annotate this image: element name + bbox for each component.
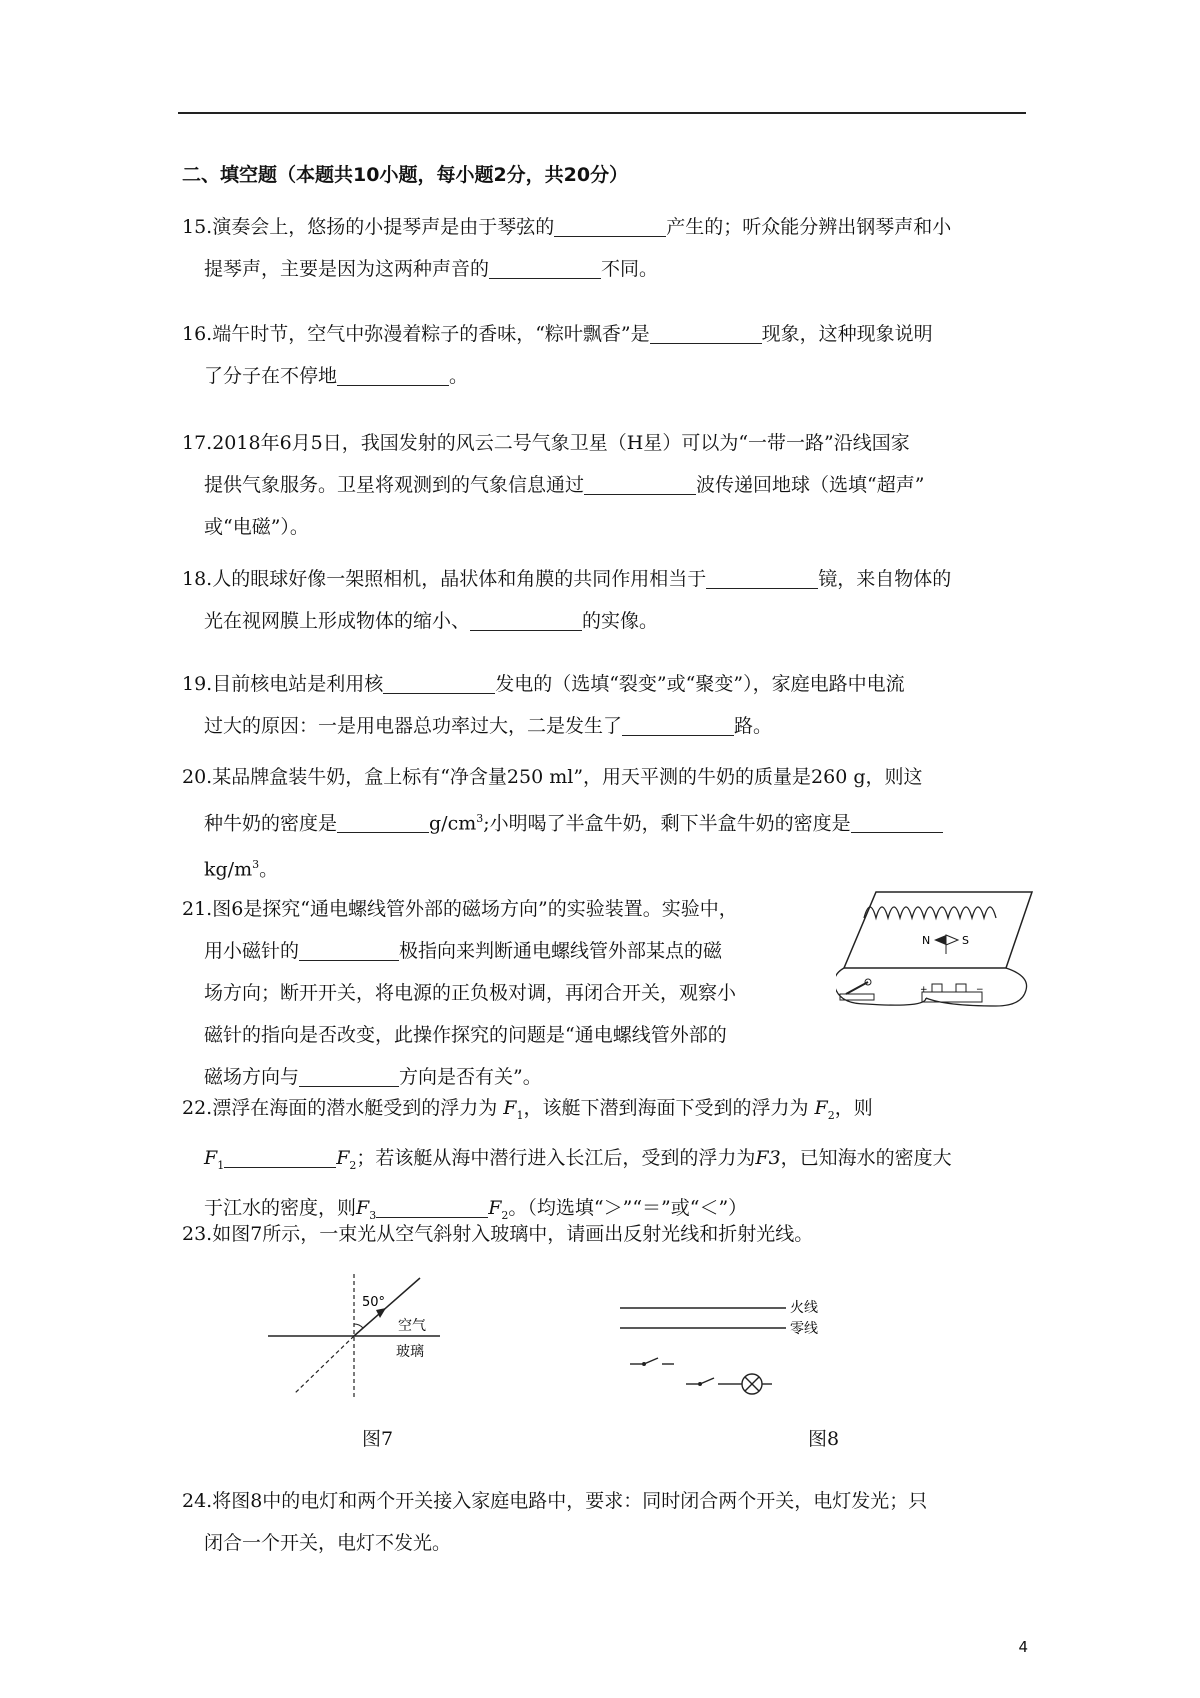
q18-text-1: 18.人的眼球好像一架照相机，晶状体和角膜的共同作用相当于 xyxy=(182,568,707,590)
question-20 xyxy=(182,756,1024,891)
answer-blank[interactable] xyxy=(706,568,818,589)
q21-text-2: 用小磁针的 xyxy=(204,940,300,962)
answer-blank[interactable] xyxy=(584,474,696,495)
q21-text-6: 磁场方向与 xyxy=(204,1066,300,1088)
page-number: 4 xyxy=(1018,1638,1028,1656)
q22-text-4: ；若该艇从海中潜行进入长江后，受到的浮力为 xyxy=(356,1146,756,1169)
q19-text-4: 路。 xyxy=(734,715,773,737)
question-22: 22.漂浮在海面的潜水艇受到的浮力为 $F_1$，该艇下潜到海面下受到的浮力为 $F_2$，则 $F_1$ $F_2$；若该艇从海中潜行进入长江后，受到的浮力为F3，已知海水的密度大 于江水的密度，则$F_3$ $F_2$。（均选填“＞”“＝”或“＜”） xyxy=(182,1097,952,1222)
switch-2 xyxy=(686,1378,732,1386)
q21-text-5: 磁针的指向是否改变，此操作探究的问题是“通电螺线管外部的 xyxy=(204,1024,727,1046)
figure-7-caption: 图7 xyxy=(362,1428,394,1450)
q16-text-4: 。 xyxy=(449,365,469,387)
q20-text-4: 。 xyxy=(259,858,279,881)
answer-blank[interactable] xyxy=(337,365,449,386)
neutral-wire-label: 零线 xyxy=(790,1321,818,1337)
q17-text-3: 波传递回地球（选填“超声” xyxy=(696,474,925,496)
q20-sup-2: 3 xyxy=(252,858,260,872)
q24-text-1: 24.将图8中的电灯和两个开关接入家庭电路中，要求：同时闭合两个开关，电灯发光；只 xyxy=(182,1490,928,1512)
q17-text-4: 或“电磁”）。 xyxy=(204,516,309,538)
answer-blank[interactable] xyxy=(383,673,495,694)
q15-text-3: 提琴声，主要是因为这两种声音的 xyxy=(204,258,490,280)
q18-text-2: 镜，来自物体的 xyxy=(818,568,952,590)
question-16 xyxy=(182,313,1024,397)
q20-unit-2: kg/m xyxy=(204,858,253,881)
q22-text-6: 于江水的密度，则 xyxy=(204,1196,357,1219)
q15-text-2: 产生的；听众能分辨出钢琴声和小 xyxy=(666,216,952,238)
question-24 xyxy=(182,1480,1024,1564)
answer-blank[interactable] xyxy=(489,258,601,279)
answer-blank[interactable] xyxy=(650,323,762,344)
angle-label: 50° xyxy=(362,1295,386,1310)
lamp-icon xyxy=(732,1374,772,1394)
q18-text-4: 的实像。 xyxy=(582,610,659,632)
figure-7-refraction xyxy=(268,1272,440,1402)
question-17 xyxy=(182,422,1024,548)
q21-text-4: 场方向；断开开关，将电源的正负极对调，再闭合开关，观察小 xyxy=(204,982,737,1004)
q22-text-2: ，该艇下潜到海面下受到的浮力为 xyxy=(523,1097,809,1119)
header-rule xyxy=(178,112,1026,114)
q20-unit-1: g/cm xyxy=(429,812,477,835)
q22-text-3: ，则 xyxy=(834,1097,873,1119)
figure-6-solenoid xyxy=(836,888,1034,1012)
svg-text:−: − xyxy=(976,985,984,995)
question-23 xyxy=(182,1213,1024,1255)
q20-text-3: ;小明喝了半盒牛奶，剩下半盒牛奶的密度是 xyxy=(483,812,851,835)
question-15 xyxy=(182,206,1024,290)
q15-text-1: 15.演奏会上，悠扬的小提琴声是由于琴弦的 xyxy=(182,216,555,238)
q16-text-2: 现象，这种现象说明 xyxy=(761,323,933,345)
needle-n-label: N xyxy=(922,934,931,947)
answer-blank[interactable] xyxy=(299,1066,399,1087)
switch-1 xyxy=(630,1358,674,1366)
question-18 xyxy=(182,558,1024,642)
svg-text:+: + xyxy=(920,985,928,995)
q21-text-7: 方向是否有关”。 xyxy=(399,1066,542,1088)
q23-text: 23.如图7所示，一束光从空气斜射入玻璃中，请画出反射光线和折射光线。 xyxy=(182,1223,814,1245)
question-21 xyxy=(182,888,802,1098)
q21-text-3: 极指向来判断通电螺线管外部某点的磁 xyxy=(399,940,723,962)
answer-blank[interactable] xyxy=(470,610,582,631)
needle-s-label: S xyxy=(962,934,969,947)
q18-text-3: 光在视网膜上形成物体的缩小、 xyxy=(204,610,471,632)
figure-8-caption: 图8 xyxy=(808,1428,840,1450)
q16-text-3: 了分子在不停地 xyxy=(204,365,338,387)
live-wire-label: 火线 xyxy=(790,1300,818,1316)
q17-text-2: 提供气象服务。卫星将观测到的气象信息通过 xyxy=(204,474,585,496)
q20-sup: 3 xyxy=(476,812,484,825)
glass-label: 玻璃 xyxy=(396,1344,424,1360)
q22-text-7: 。（均选填“＞”“＝”或“＜”） xyxy=(508,1196,748,1219)
q22-f3: F3 xyxy=(755,1146,781,1169)
question-19 xyxy=(182,663,1024,747)
answer-blank[interactable] xyxy=(337,812,429,833)
q22-text-1: 22.漂浮在海面的潜水艇受到的浮力为 xyxy=(182,1097,498,1119)
air-label: 空气 xyxy=(398,1318,426,1334)
answer-blank[interactable] xyxy=(299,940,399,961)
answer-blank[interactable] xyxy=(622,715,734,736)
figure-8-circuit xyxy=(620,1290,840,1402)
q19-text-1: 19.目前核电站是利用核 xyxy=(182,673,384,695)
q24-text-2: 闭合一个开关，电灯不发光。 xyxy=(204,1532,452,1554)
q19-text-3: 过大的原因：一是用电器总功率过大，二是发生了 xyxy=(204,715,623,737)
answer-blank[interactable] xyxy=(554,216,666,237)
q22-text-5: ，已知海水的密度大 xyxy=(780,1146,952,1169)
q20-text-2: 种牛奶的密度是 xyxy=(204,812,338,835)
q16-text-1: 16.端午时节，空气中弥漫着粽子的香味，“粽叶飘香”是 xyxy=(182,323,650,345)
q21-text-1: 21.图6是探究“通电螺线管外部的磁场方向”的实验装置。实验中， xyxy=(182,898,738,920)
q17-text-1: 17.2018年6月5日，我国发射的风云二号气象卫星（H星）可以为“一带一路”沿线国家 xyxy=(182,432,910,454)
q20-text-1: 20.某品牌盒装牛奶，盒上标有“净含量250 ml”，用天平测的牛奶的质量是260 g，则这 xyxy=(182,766,923,788)
answer-blank[interactable] xyxy=(224,1147,336,1168)
section-title: 二、填空题（本题共10小题，每小题2分，共20分） xyxy=(182,164,629,186)
extension-line xyxy=(294,1336,354,1394)
q19-text-2: 发电的（选填“裂变”或“聚变”），家庭电路中电流 xyxy=(495,673,905,695)
answer-blank[interactable] xyxy=(851,812,943,833)
q15-text-4: 不同。 xyxy=(601,258,659,280)
